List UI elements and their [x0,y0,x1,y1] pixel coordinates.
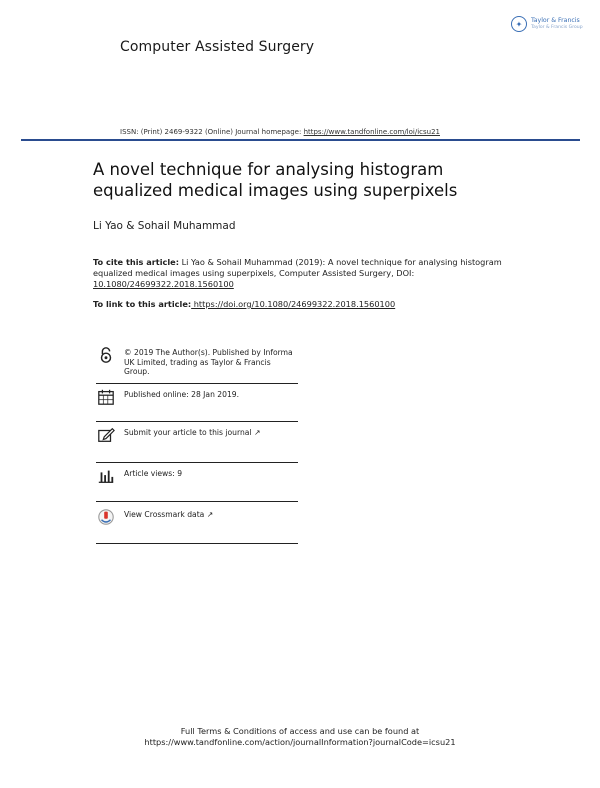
crossmark-box[interactable] [96,508,298,544]
authors: Li Yao & Sohail Muhammad [93,220,236,232]
journal-title: Computer Assisted Surgery [120,39,315,55]
open-access-icon [96,346,116,364]
citation-label: To cite this article: [93,257,179,267]
submit-article-link[interactable] [124,426,260,438]
article-title: A novel technique for analysing histogram equalized medical images using superpixels [93,160,458,200]
issn-text: ISSN: (Print) 2469-9322 (Online) Journal homepage: [120,128,304,136]
taylor-francis-logo[interactable] [511,16,583,32]
logo-line2: Taylor & Francis Group [531,25,583,30]
crossmark-label: View Crossmark data [124,510,205,519]
bar-chart-icon [96,467,116,485]
article-url-link[interactable]: https://doi.org/10.1080/24699322.2018.1560100 [191,299,396,309]
edit-icon [96,426,116,444]
views-box [96,467,298,502]
link-label: To link to this article: [93,299,192,309]
published-box [96,388,298,422]
published-date: Published online: 28 Jan 2019. [124,390,240,399]
external-link-icon: ↗ [253,428,261,437]
issn-line [120,128,440,136]
citation [93,257,503,290]
submit-article-label: Submit your article to this journal [124,428,252,437]
open-access-box [96,346,298,384]
journal-homepage-link[interactable]: https://www.tandfonline.com/loi/icsu21 [303,128,440,136]
article-link [93,299,395,309]
license-text: © 2019 The Author(s). Published by Informa UK Limited, trading as Taylor & Francis Group. [124,348,293,377]
footer-link[interactable]: https://www.tandfonline.com/action/journalInformation?journalCode=icsu21 [144,737,456,747]
citation-text: Li Yao & Sohail Muhammad (2019): A novel technique for analysing histogram equalized medical images using superpixels, Computer Assisted Surgery, DOI: [93,257,502,278]
footer [0,726,600,748]
submit-box[interactable] [96,426,298,463]
crossmark-link[interactable] [124,508,213,520]
crossmark-icon [96,508,116,526]
doi-link[interactable]: 10.1080/24699322.2018.1560100 [93,279,234,289]
taylor-francis-logo-icon: ✦ [511,16,527,32]
footer-line1: Full Terms & Conditions of access and use can be found at [180,726,420,736]
calendar-icon [96,388,116,406]
article-views: Article views: 9 [124,469,183,478]
header-rule [21,139,580,141]
external-link-icon: ↗ [206,510,214,519]
logo-line1: Taylor & Francis [531,17,580,24]
